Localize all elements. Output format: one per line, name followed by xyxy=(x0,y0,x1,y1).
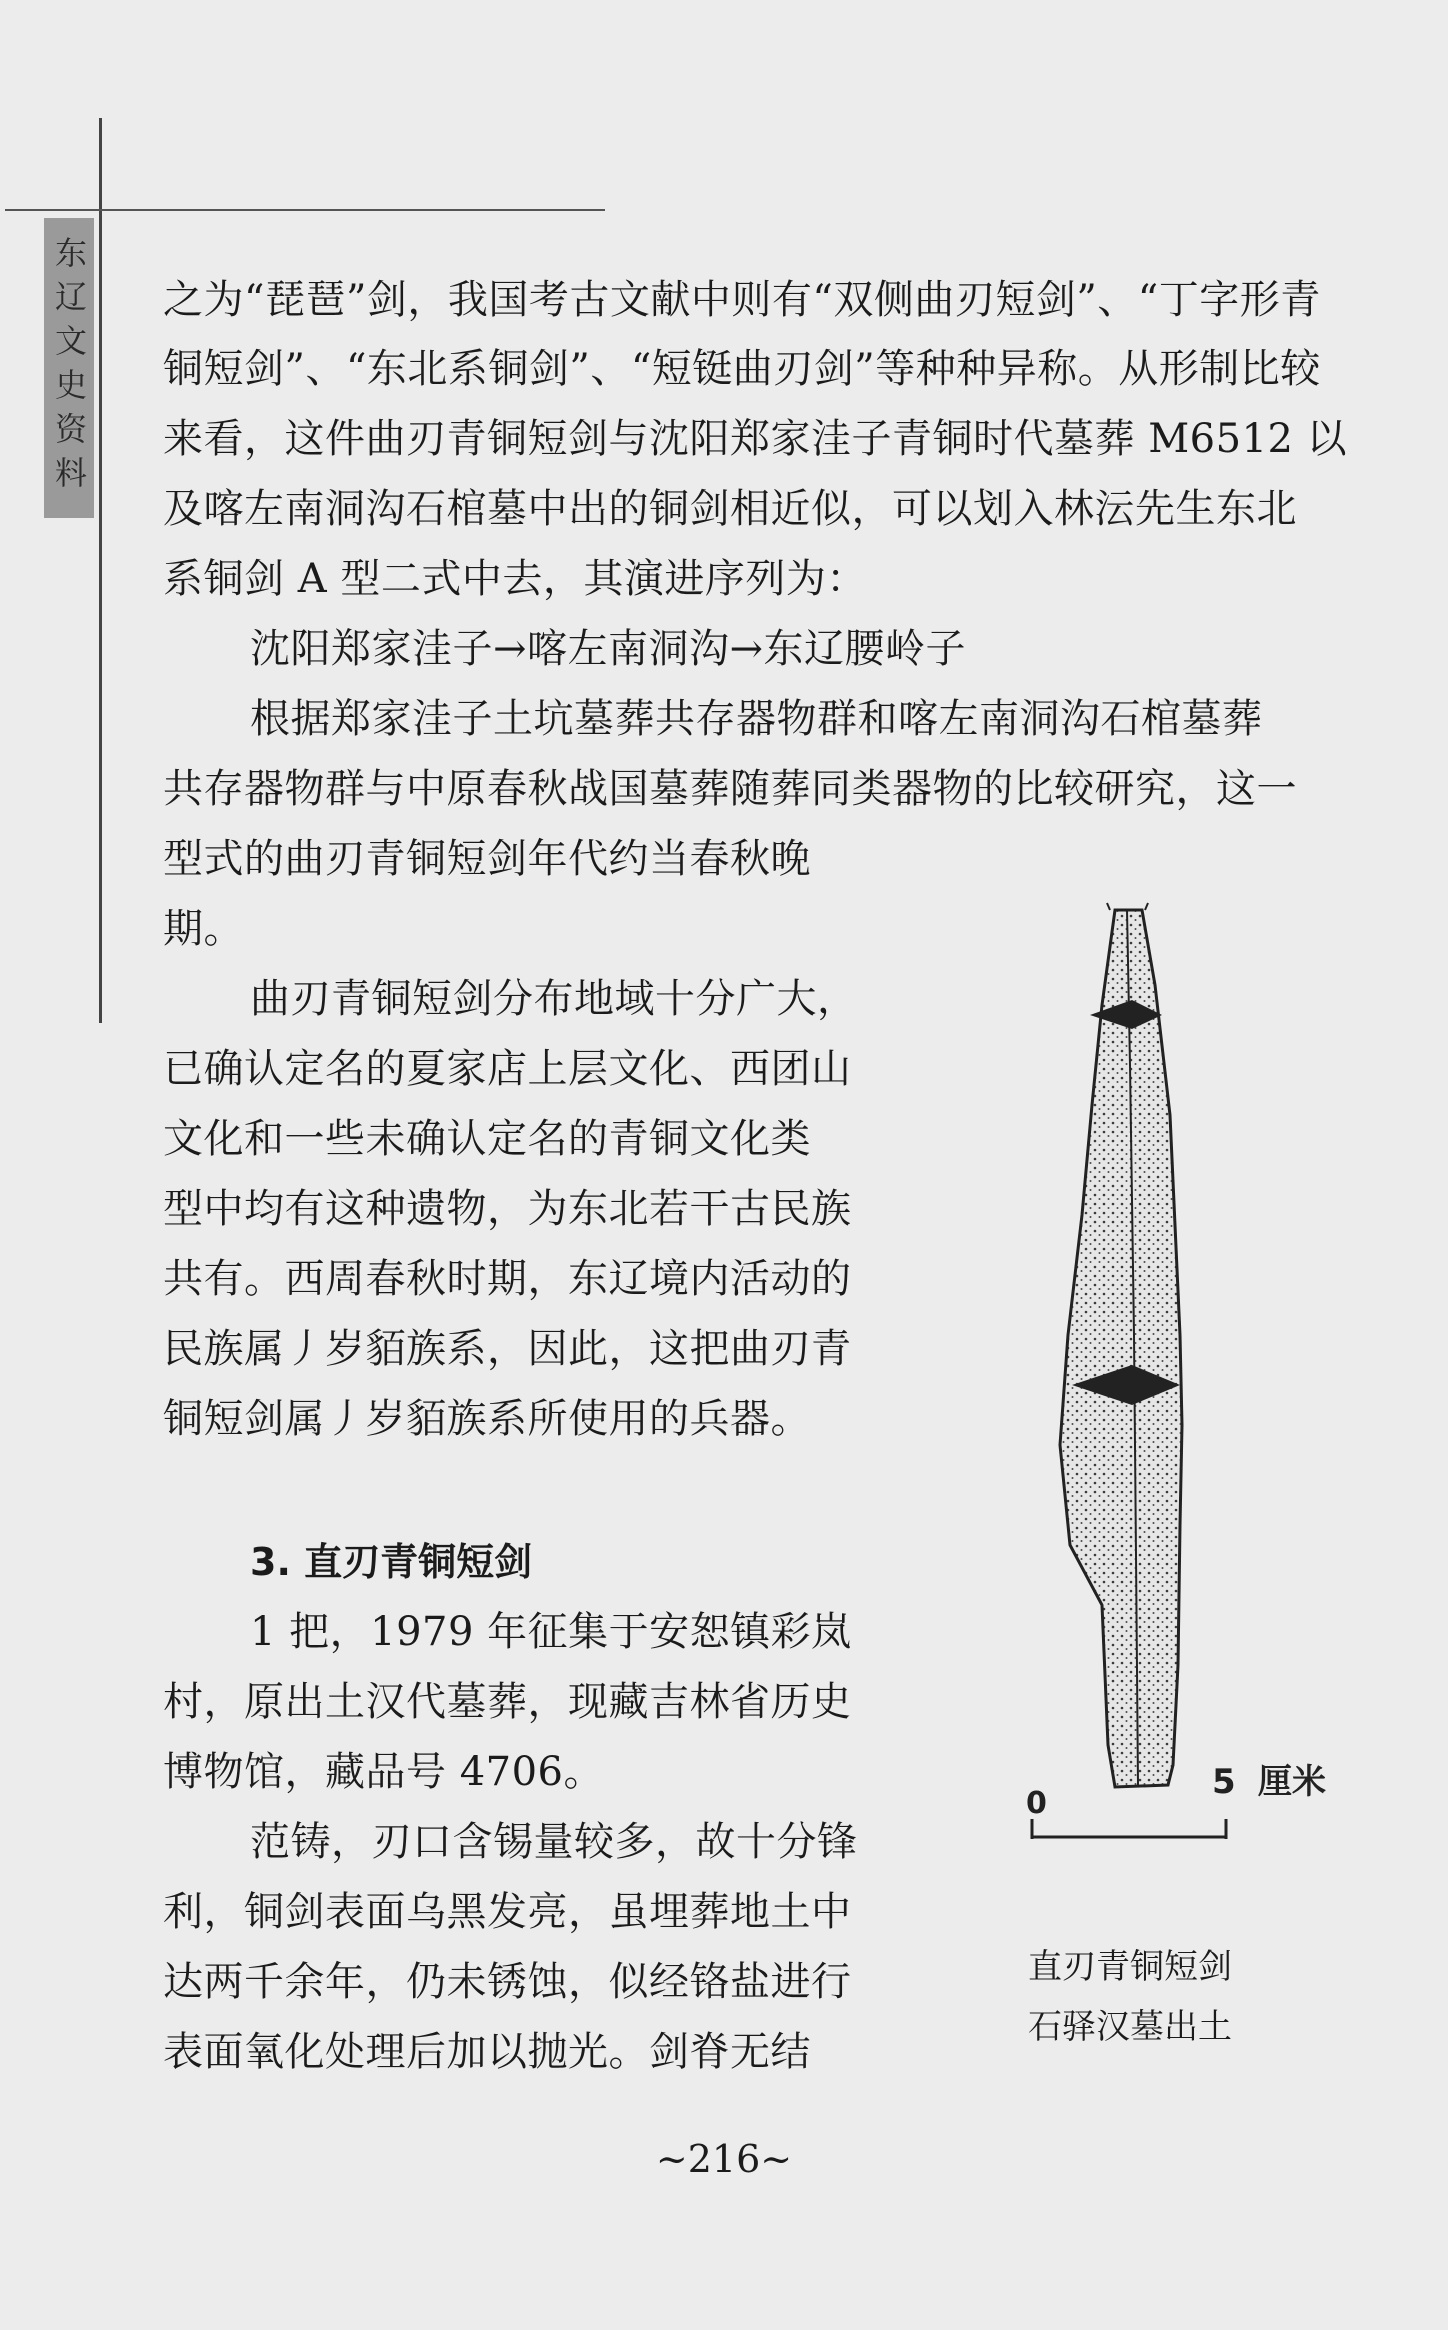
header-horizontal-rule xyxy=(5,209,605,211)
scale-unit: 厘米 xyxy=(1258,1762,1326,1802)
margin-vertical-rule xyxy=(99,118,102,1023)
text-line: 利，铜剑表面乌黑发亮，虽埋葬地土中 xyxy=(163,1889,852,1935)
text-line: 铜短剑属丿岁貊族系所使用的兵器。 xyxy=(163,1396,811,1442)
text-line: 系铜剑 A 型二式中去，其演进序列为： xyxy=(163,556,867,602)
text-line: 共存器物群与中原春秋战国墓葬随葬同类器物的比较研究，这一 xyxy=(163,766,1297,812)
text-line: 型中均有这种遗物，为东北若干古民族 xyxy=(163,1186,852,1232)
text-line: 文化和一些未确认定名的青铜文化类 xyxy=(163,1116,811,1162)
text-line: 1 把，1979 年征集于安恕镇彩岚 xyxy=(250,1609,852,1655)
text-line: 表面氧化处理后加以抛光。剑脊无结 xyxy=(163,2029,811,2075)
text-line: 共有。西周春秋时期，东辽境内活动的 xyxy=(163,1256,852,1302)
scale-label-zero: 0 xyxy=(1026,1786,1047,1821)
text-line: 民族属丿岁貊族系，因此，这把曲刃青 xyxy=(163,1326,852,1372)
sword-blade xyxy=(1060,903,1182,1787)
text-line: 达两千余年，仍未锈蚀，似经铬盐进行 xyxy=(163,1959,852,2005)
text-line: 沈阳郑家洼子→喀左南洞沟→东辽腰岭子 xyxy=(250,626,967,672)
text-line: 村，原出土汉代墓葬，现藏吉林省历史 xyxy=(163,1679,852,1725)
text-line: 及喀左南洞沟石棺墓中出的铜剑相近似，可以划入林沄先生东北 xyxy=(163,486,1297,532)
text-line: 之为“琵琶”剑，我国考古文献中则有“双侧曲刃短剑”、“丁字形青 xyxy=(163,277,1321,323)
text-line: 来看，这件曲刃青铜短剑与沈阳郑家洼子青铜时代墓葬 M6512 以 xyxy=(163,416,1348,462)
scale-bar xyxy=(1032,1819,1226,1839)
figure-caption-line2: 石驿汉墓出土 xyxy=(1028,2007,1232,2047)
text-line: 已确认定名的夏家店上层文化、西团山 xyxy=(163,1046,852,1092)
text-line: 范铸，刃口含锡量较多，故十分锋 xyxy=(250,1819,858,1865)
text-line: 型式的曲刃青铜短剑年代约当春秋晚 xyxy=(163,836,811,882)
margin-tab-label: 东辽文史资料 xyxy=(50,236,88,500)
text-line: 期。 xyxy=(163,906,244,952)
text-line: 博物馆，藏品号 4706。 xyxy=(163,1749,605,1795)
section-heading: 3. 直刃青铜短剑 xyxy=(250,1540,533,1584)
figure-caption-line1: 直刃青铜短剑 xyxy=(1028,1947,1232,1987)
page-number: ~216~ xyxy=(655,2137,793,2181)
text-line: 曲刃青铜短剑分布地域十分广大， xyxy=(250,976,858,1022)
text-line: 根据郑家洼子土坑墓葬共存器物群和喀左南洞沟石棺墓葬 xyxy=(250,696,1263,742)
sword-illustration xyxy=(1026,905,1410,2105)
text-line: 铜短剑”、“东北系铜剑”、“短铤曲刃剑”等种种异称。从形制比较 xyxy=(163,346,1321,392)
margin-tab xyxy=(44,218,94,518)
scale-label-five: 5 xyxy=(1212,1762,1236,1802)
